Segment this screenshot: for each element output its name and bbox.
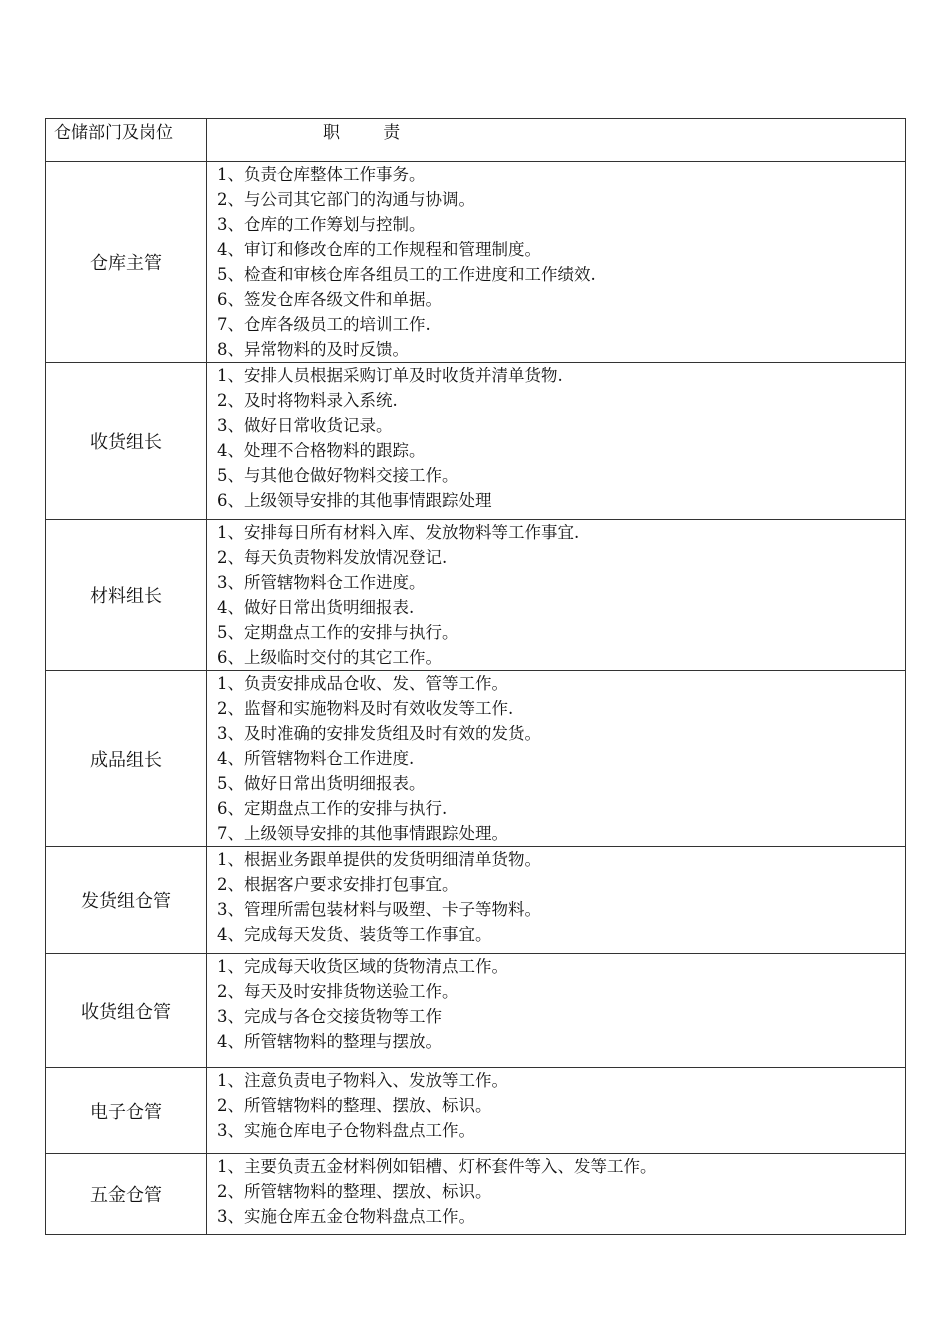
duty-item: 6、上级临时交付的其它工作。 [217,648,442,667]
table-row [46,954,906,1068]
dept-cell: 五金仓管 [46,1154,207,1235]
table-header-row [46,119,906,162]
duty-item: 5、定期盘点工作的安排与执行。 [217,623,459,642]
table-row [46,162,906,363]
dept-cell: 电子仓管 [46,1068,207,1154]
duties-cell [207,363,906,520]
duty-item: 2、根据客户要求安排打包事宜。 [217,875,459,894]
duty-item: 3、及时准确的安排发货组及时有效的发货。 [217,724,541,743]
header-duty-cell [207,119,906,162]
duty-item: 4、审订和修改仓库的工作规程和管理制度。 [217,240,541,259]
duty-item: 4、完成每天发货、装货等工作事宜。 [217,925,492,944]
duty-item: 8、异常物料的及时反馈。 [217,340,409,359]
duty-item: 3、完成与各仓交接货物等工作 [217,1007,442,1026]
duty-item: 3、做好日常收货记录。 [217,416,393,435]
table-row [46,671,906,847]
duty-item: 2、所管辖物料的整理、摆放、标识。 [217,1096,492,1115]
duties-cell [207,1068,906,1154]
duty-item: 2、所管辖物料的整理、摆放、标识。 [217,1182,492,1201]
duty-item: 5、做好日常出货明细报表。 [217,774,426,793]
duty-item: 4、所管辖物料的整理与摆放。 [217,1032,442,1051]
duty-item: 3、仓库的工作筹划与控制。 [217,215,426,234]
header-duty-label: 职 责 [323,123,401,143]
table-row [46,847,906,954]
duty-item: 1、主要负责五金材料例如铝槽、灯杯套件等入、发等工作。 [217,1157,657,1176]
duty-item: 6、上级领导安排的其他事情跟踪处理 [217,491,492,510]
table-row [46,1154,906,1235]
table-row [46,520,906,671]
duty-item: 1、负责安排成品仓收、发、管等工作。 [217,674,508,693]
duty-item: 4、所管辖物料仓工作进度. [217,749,415,768]
duty-item: 1、安排每日所有材料入库、发放物料等工作事宜. [217,523,580,542]
dept-cell: 仓库主管 [46,162,207,363]
duty-item: 2、与公司其它部门的沟通与协调。 [217,190,475,209]
duty-item: 3、实施仓库电子仓物料盘点工作。 [217,1121,475,1140]
table-row [46,363,906,520]
duties-cell [207,162,906,363]
duty-item: 2、每天负责物料发放情况登记. [217,548,448,567]
duties-cell [207,847,906,954]
dept-cell: 收货组长 [46,363,207,520]
responsibility-table [45,118,906,1235]
duty-item: 1、注意负责电子物料入、发放等工作。 [217,1071,508,1090]
duty-item: 7、上级领导安排的其他事情跟踪处理。 [217,824,508,843]
duties-cell [207,671,906,847]
duties-cell [207,954,906,1068]
duty-item: 6、签发仓库各级文件和单据。 [217,290,442,309]
dept-cell: 材料组长 [46,520,207,671]
header-dept-cell: 仓储部门及岗位 [46,119,207,162]
duty-item: 2、及时将物料录入系统. [217,391,398,410]
duties-cell [207,520,906,671]
dept-cell: 收货组仓管 [46,954,207,1068]
duty-item: 3、实施仓库五金仓物料盘点工作。 [217,1207,475,1226]
duty-item: 1、完成每天收货区域的货物清点工作。 [217,957,508,976]
duty-item: 5、与其他仓做好物料交接工作。 [217,466,459,485]
duty-item: 1、负责仓库整体工作事务。 [217,165,426,184]
duty-item: 3、所管辖物料仓工作进度。 [217,573,426,592]
duty-item: 2、每天及时安排货物送验工作。 [217,982,459,1001]
duty-item: 7、仓库各级员工的培训工作. [217,315,431,334]
duties-cell [207,1154,906,1235]
duty-item: 4、做好日常出货明细报表. [217,598,415,617]
duty-item: 1、根据业务跟单提供的发货明细清单货物。 [217,850,541,869]
dept-cell: 发货组仓管 [46,847,207,954]
dept-cell: 成品组长 [46,671,207,847]
duty-item: 1、安排人员根据采购订单及时收货并清单货物. [217,366,563,385]
duty-item: 3、管理所需包装材料与吸塑、卡子等物料。 [217,900,541,919]
table-row [46,1068,906,1154]
duty-item: 4、处理不合格物料的跟踪。 [217,441,426,460]
duty-item: 6、定期盘点工作的安排与执行. [217,799,448,818]
duty-item: 2、监督和实施物料及时有效收发等工作. [217,699,514,718]
duty-item: 5、检查和审核仓库各组员工的工作进度和工作绩效. [217,265,596,284]
